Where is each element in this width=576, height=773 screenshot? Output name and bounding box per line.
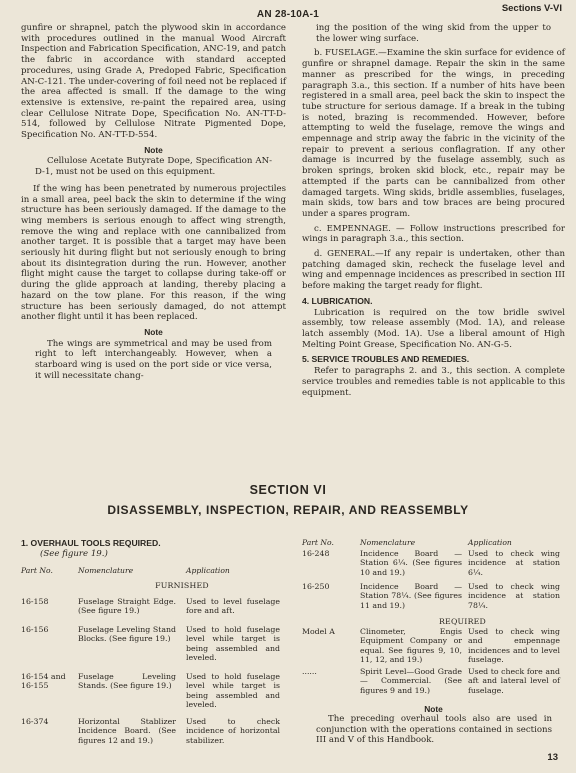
application: Used to hold fuselage level while target is being assembled and leveled. [186, 625, 280, 662]
fuselage-paragraph: b. FUSELAGE.—Examine the skin surface for evidence of gunfire or shrapnel damage. Repair the skin in the same manner as prescribed for the wings, in preceding paragraph 3.a., this section. If a number of hits have been registered in a small area, peel back the skin to inspect the tube structure for serious damage. If a break in the tubing is noted, brazing is recommended. However, before attempting to weld the fuselage, remove the wings and empennage and strip away the fabric in the vicinity of the repair to prevent a serious conflagration. If any other damage is incurred by the fuselage assembly, such as broken springs, broken skid block, etc., repair may be attempted if the parts can be cannibalized from other damaged targets. Wing skids, bridle assemblies, fuselages, main skids, tow bars and tow braces are being procured under a spares program. [302, 48, 565, 219]
application: Used to check wing and empennage incidences and to level fuselage. [468, 627, 560, 664]
tools-heading: 1. OVERHAUL TOOLS REQUIRED. [21, 538, 161, 548]
nomenclature: Clinometer, Engis Equipment Company or equal. See figures 9, 10, 11, 12, and 19.) [360, 627, 462, 664]
empennage-paragraph: c. EMPENNAGE. — Follow instructions prescribed for wings in paragraph 3.a., this section. [302, 223, 565, 245]
lubrication-paragraph: Lubrication is required on the tow bridle swivel assembly, tow release assembly (Mod. 1A), and release latch assembly (Mod. 1A). Use a liberal amount of High Melting Point Grease, Specification No. AN-G-5. [302, 307, 565, 350]
section-subtitle: DISASSEMBLY, INSPECTION, REPAIR, AND REASSEMBLY [107, 503, 469, 517]
part-number: 16-250 [302, 582, 330, 591]
part-number: Model A [302, 627, 335, 636]
part-number: 16-158 [21, 597, 49, 606]
section-range: Sections V-VI [501, 3, 562, 14]
wing-skid-continuation: ing the position of the wing skid from the upper to the lower wing surface. [316, 23, 551, 44]
service-troubles-heading: 5. SERVICE TROUBLES AND REMEDIES. [302, 354, 470, 365]
note-heading: Note [144, 144, 163, 155]
wing-damage-paragraph: If the wing has been penetrated by numerous projectiles in a small area, peel back the skin to determine if the wing structure has been seriously damaged. If the damage to the wing members is serious enough to affect wing strength, remove the wing and replace with one cannibalized from another target. It is possible that a target may have been seriously hit during flight but not seriously enough to bring about its disintegration during the run. However, another flight might cause the target to collapse during take-off or during the glide approach at landing, thereby placing a hazard on the tow plane. For this reason, if the wing structure has been seriously damaged, do not attempt another flight until it has been replaced. [21, 183, 286, 323]
lubrication-heading: 4. LUBRICATION. [302, 295, 373, 306]
note-heading: Note [144, 326, 163, 337]
nomenclature: Fuselage Straight Edge. (See figure 19.) [78, 597, 176, 616]
column-header-part: Part No. [302, 538, 334, 547]
tools-table-left [21, 566, 286, 746]
tools-table-right [302, 538, 565, 704]
nomenclature: Incidence Board — Station 78¼. (See figures 11 and 19.) [360, 582, 462, 610]
nomenclature: Incidence Board — Station 6¼. (See figures 10 and 19.) [360, 549, 462, 577]
category-label: REQUIRED [438, 617, 487, 626]
application: Used to check wing incidence at station 6¼. [468, 549, 560, 577]
application: Used to level fuselage fore and aft. [186, 597, 280, 616]
document-number: AN 28-10A-1 [256, 9, 320, 20]
application: Used to check wing incidence at station 78¼. [468, 582, 560, 610]
wing-repair-paragraph: gunfire or shrapnel, patch the plywood skin in accordance with procedures outlined in the manual Wood Aircraft Inspection and Fabrication Specification, ANC-19, and patch the fabric in accordance with standard accepted procedures, using Grade A, Predoped Fabric, Specification AN-C-121. The under-covering of foil need not be replaced if the area affected is small. If the damage to the wing extensive is extensive, re-paint the repaired area, using clear Cellulose Nitrate Dope, Specification No. AN-TT-D-514, followed by Cellulose Nitrate Pigmented Dope, Specification No. AN-TT-D-554. [21, 23, 286, 141]
page-number: 13 [547, 752, 558, 763]
part-number: 16-156 [21, 625, 49, 634]
part-number: 16-154 and 16-155 [21, 672, 66, 691]
section-title: SECTION VI [249, 483, 327, 497]
application: Used to hold fuselage level while target is being assembled and leveled. [186, 672, 280, 709]
column-header-part: Part No. [21, 566, 53, 575]
category-label: FURNISHED [155, 581, 209, 590]
service-troubles-paragraph: Refer to paragraphs 2. and 3., this section. A complete service troubles and remedies table is not applicable to this equipment. [302, 366, 565, 398]
column-header-application: Application [186, 566, 230, 575]
nomenclature: Horizontal Stablizer Incidence Board. (See figures 12 and 19.) [78, 717, 176, 745]
nomenclature: Fuselage Leveling Stands. (See figure 19.) [78, 672, 176, 691]
part-number: ...... [302, 667, 317, 676]
dope-note: Cellulose Acetate Butyrate Dope, Specification AN-D-1, must not be used on this equipment. [35, 156, 272, 178]
tools-note: The preceding overhaul tools also are used in conjunction with the operations contained in sections III and V of this Handbook. [316, 714, 552, 746]
right-text-column [302, 23, 565, 402]
column-header-application: Application [468, 538, 512, 547]
wing-symmetry-note: The wings are symmetrical and may be used from right to left interchangeably. However, when a starboard wing is used on the port side or vice versa, it will necessitate chang- [35, 338, 272, 381]
figure-reference: (See figure 19.) [40, 549, 108, 559]
general-paragraph: d. GENERAL.—If any repair is undertaken, other than patching damaged skin, recheck the fuselage level and wing and empennage incidences as prescribed in section III before making the target ready for flight. [302, 249, 565, 292]
column-header-nomenclature: Nomenclature [360, 538, 416, 547]
application: Used to check incidence of horizontal stabilizer. [186, 717, 280, 745]
application: Used to check fore and aft and lateral level of fuselage. [468, 667, 560, 695]
nomenclature: Spirit Level—Good Grade — Commercial. (See figures 9 and 19.) [360, 667, 462, 695]
left-text-column [21, 23, 286, 388]
part-number: 16-248 [302, 549, 330, 558]
note-heading: Note [424, 704, 443, 714]
part-number: 16-374 [21, 717, 49, 726]
column-header-nomenclature: Nomenclature [78, 566, 134, 575]
nomenclature: Fuselage Leveling Stand Blocks. (See figure 19.) [78, 625, 176, 644]
